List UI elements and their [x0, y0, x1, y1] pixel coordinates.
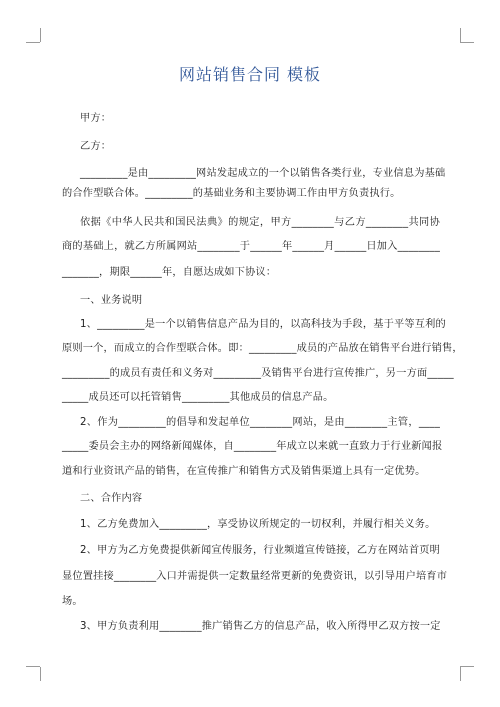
paragraph-line: 商的基础上，就乙方所属网站________于______年______月______日加入________ [62, 241, 440, 252]
paragraph-line: _________的成员有责任和义务对_________及销售平台进行宣传推广，另一方面_____ [62, 368, 454, 379]
party-b-line: 乙方： [80, 141, 112, 152]
paragraph-line: 原则一个，而成立的合作型联合体。即：_________成员的产品放在销售平台进行销售， [62, 343, 463, 354]
party-a-line: 甲方： [80, 113, 112, 124]
paragraph-line: 道和行业资讯产品的销售，在宣传推广和销售方式及销售渠道上具有一定优势。 [62, 466, 426, 477]
crop-mark-top-left-v [40, 28, 41, 42]
section-heading: 二、合作内容 [80, 493, 143, 504]
paragraph-line: 2、甲方为乙方免费提供新闻宣传服务，行业频道宣传链接，乙方在网站首页明 [80, 545, 440, 556]
paragraph-line: 1、乙方免费加入_________，享受协议所规定的一切权利，并履行相关义务。 [80, 519, 436, 530]
crop-mark-top-right-v [460, 28, 461, 42]
paragraph-line: 场。 [62, 596, 83, 607]
paragraph-line: _____成员还可以托管销售_________其他成员的信息产品。 [62, 392, 334, 403]
crop-mark-top-left-h [26, 42, 40, 43]
crop-mark-bottom-left-v [40, 667, 41, 681]
document-title: 网站销售合同 模板 [178, 65, 322, 84]
paragraph-line: 显位置挂接________入口并需提供一定数量经常更新的免费资讯，以引导用户培育市 [62, 571, 448, 582]
paragraph-line: 3、甲方负责利用________推广销售乙方的信息产品，收入所得甲乙双方按一定 [80, 621, 441, 632]
paragraph-line: 的合作型联合体。_________的基础业务和主要协调工作由甲方负责执行。 [62, 188, 401, 199]
paragraph-line: _____委员会主办的网络新闻媒体，自________年成立以来就一直致力于行业新闻报 [62, 441, 443, 452]
paragraph-line: 1、_________是一个以销售信息产品为目的，以高科技为手段，基于平等互利的 [80, 319, 446, 330]
crop-mark-bottom-left-h [26, 666, 40, 667]
paragraph-line: _________是由_________网站发起成立的一个以销售各类行业，专业信息为基础 [80, 168, 446, 179]
paragraph-line: 依据《中华人民共和国民法典》的规定，甲方________与乙方________共同协 [80, 217, 440, 228]
crop-mark-bottom-right-h [460, 666, 474, 667]
crop-mark-top-right-h [460, 42, 474, 43]
paragraph-line: _______，期限______年，自愿达成如下协议： [62, 267, 277, 278]
paragraph-line: 2、作为_________的倡导和发起单位________网站，是由________主管，____ [80, 417, 440, 428]
section-heading: 一、业务说明 [80, 295, 143, 306]
crop-mark-bottom-right-v [460, 667, 461, 681]
